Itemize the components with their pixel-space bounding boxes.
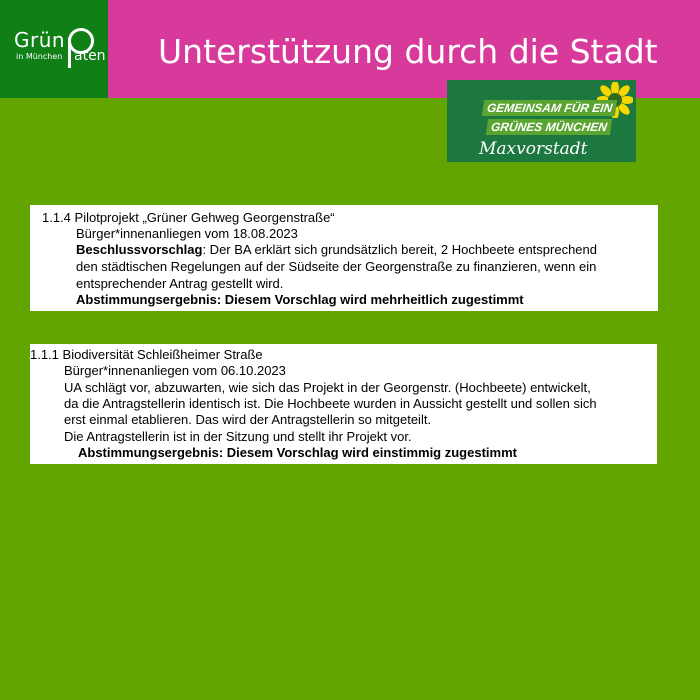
resolution-card-schleissheimer: [30, 344, 657, 464]
card2-subheading: Bürger*innenanliegen vom 06.10.2023: [64, 363, 286, 378]
badge-line-1: GEMEINSAM FÜR EIN: [482, 100, 618, 116]
card1-label: Beschlussvorschlag: [76, 242, 203, 257]
card1-line-1: [76, 241, 597, 258]
logo-text-paten: aten: [74, 48, 106, 64]
card1-line-3: entsprechender Antrag gestellt wird.: [76, 276, 284, 291]
card1-subheading: Bürger*innenanliegen vom 18.08.2023: [76, 226, 298, 241]
card2-line-3: erst einmal etablieren. Das wird der Antragstellerin so mitgeteilt.: [64, 412, 432, 427]
badge-line-2: GRÜNES MÜNCHEN: [486, 119, 612, 135]
page-title: Unterstützung durch die Stadt: [158, 32, 658, 71]
card1-result: Abstimmungsergebnis: Diesem Vorschlag wird mehrheitlich zugestimmt: [76, 292, 524, 307]
party-badge: [447, 80, 636, 162]
card2-line-4: Die Antragstellerin ist in der Sitzung und stellt ihr Projekt vor.: [64, 429, 412, 444]
card2-heading: 1.1.1 Biodiversität Schleißheimer Straße: [30, 347, 263, 362]
card1-line-2: den städtischen Regelungen auf der Südseite der Georgenstraße zu finanzieren, wenn ein: [76, 259, 597, 274]
resolution-card-georgenstrasse: [30, 205, 658, 311]
card1-heading: 1.1.4 Pilotprojekt „Grüner Gehweg Georgenstraße“: [42, 210, 335, 225]
logo-text: Grün: [14, 28, 66, 52]
logo-p-stem: [68, 38, 71, 68]
card2-line-1: UA schlägt vor, abzuwarten, wie sich das Projekt in der Georgenstr. (Hochbeete) entwickelt,: [64, 380, 591, 395]
logo-subtitle: in München: [16, 52, 63, 61]
card1-line-1-rest: : Der BA erklärt sich grundsätzlich bereit, 2 Hochbeete entsprechend: [202, 242, 597, 257]
card2-line-2: da die Antragstellerin identisch ist. Die Hochbeete wurden in Aussicht gestellt und sollen sich: [64, 396, 597, 411]
logo: [0, 0, 108, 98]
badge-place: Maxvorstadt: [479, 139, 588, 159]
card2-result: Abstimmungsergebnis: Diesem Vorschlag wird einstimmig zugestimmt: [78, 445, 517, 460]
